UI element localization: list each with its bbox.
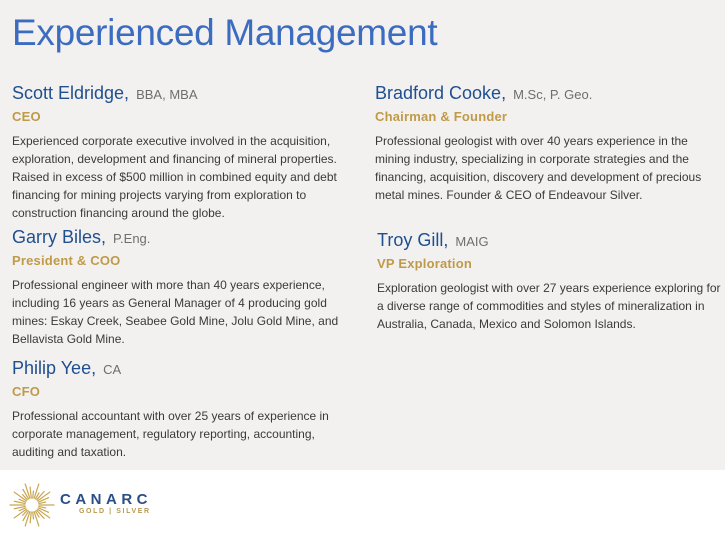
person-garry-biles bbox=[12, 226, 354, 348]
person-credentials: M.Sc, P. Geo. bbox=[513, 87, 593, 102]
person-philip-yee bbox=[12, 357, 348, 461]
slide-title: Experienced Management bbox=[12, 12, 438, 53]
person-role: President & COO bbox=[12, 253, 121, 268]
person-name: Troy Gill, bbox=[377, 230, 449, 250]
person-bio: Professional geologist with over 40 years experience in the mining industry, specializing in corporate strategies and the financing, acquisition, discovery and development of precious metal mines. Founder & CEO of Endeavour Silver. bbox=[375, 134, 702, 202]
person-credentials: P.Eng. bbox=[113, 231, 151, 246]
person-name-line bbox=[12, 226, 354, 250]
person-name: Garry Biles, bbox=[12, 227, 107, 247]
person-bio: Experienced corporate executive involved in the acquisition, exploration, development and financing of mineral properties. Raised in excess of $500 million in combined equity and debt financing for mining projects varying from exploration to construction financing around the globe. bbox=[12, 134, 337, 220]
logo-ray bbox=[39, 506, 46, 507]
person-scott-eldridge bbox=[12, 82, 354, 222]
person-credentials: BBA, MBA bbox=[136, 87, 198, 102]
logo-wordmark: CANARC bbox=[60, 491, 152, 508]
logo-tagline: GOLD | SILVER bbox=[79, 508, 151, 515]
person-name-line bbox=[12, 82, 354, 106]
person-role: CEO bbox=[12, 109, 41, 124]
logo-ray bbox=[33, 512, 34, 519]
sunburst-logo-icon bbox=[4, 482, 56, 528]
person-bio: Professional engineer with more than 40 years experience, including 16 years as General Manager of 4 producing gold mines: Eskay Creek, Seabee Gold Mine, Jolu Gold Mine, and Bellavista Gold Mine. bbox=[12, 278, 339, 346]
logo-ray bbox=[39, 502, 46, 503]
logo-ray bbox=[30, 512, 31, 523]
person-bio: Professional accountant with over 25 years of experience in corporate management, regulatory reporting, accounting, auditing and taxation. bbox=[12, 409, 329, 459]
person-role: VP Exploration bbox=[377, 256, 473, 271]
person-name-line bbox=[12, 357, 348, 381]
person-bradford-cooke bbox=[375, 82, 717, 204]
person-name: Bradford Cooke, bbox=[375, 83, 507, 103]
person-name-line bbox=[377, 229, 723, 253]
person-credentials: CA bbox=[103, 362, 122, 377]
person-name-line bbox=[375, 82, 717, 106]
person-role: CFO bbox=[12, 384, 41, 399]
person-name: Scott Eldridge, bbox=[12, 83, 130, 103]
person-troy-gill bbox=[377, 229, 723, 333]
person-credentials: MAIG bbox=[455, 234, 489, 249]
person-bio: Exploration geologist with over 27 years experience exploring for a diverse range of commodities and styles of mineralization in Australia, Canada, Mexico and Solomon Islands. bbox=[377, 281, 721, 331]
person-name: Philip Yee, bbox=[12, 358, 97, 378]
logo-ray bbox=[30, 487, 31, 498]
logo-ray bbox=[33, 491, 34, 498]
person-role: Chairman & Founder bbox=[375, 109, 508, 124]
